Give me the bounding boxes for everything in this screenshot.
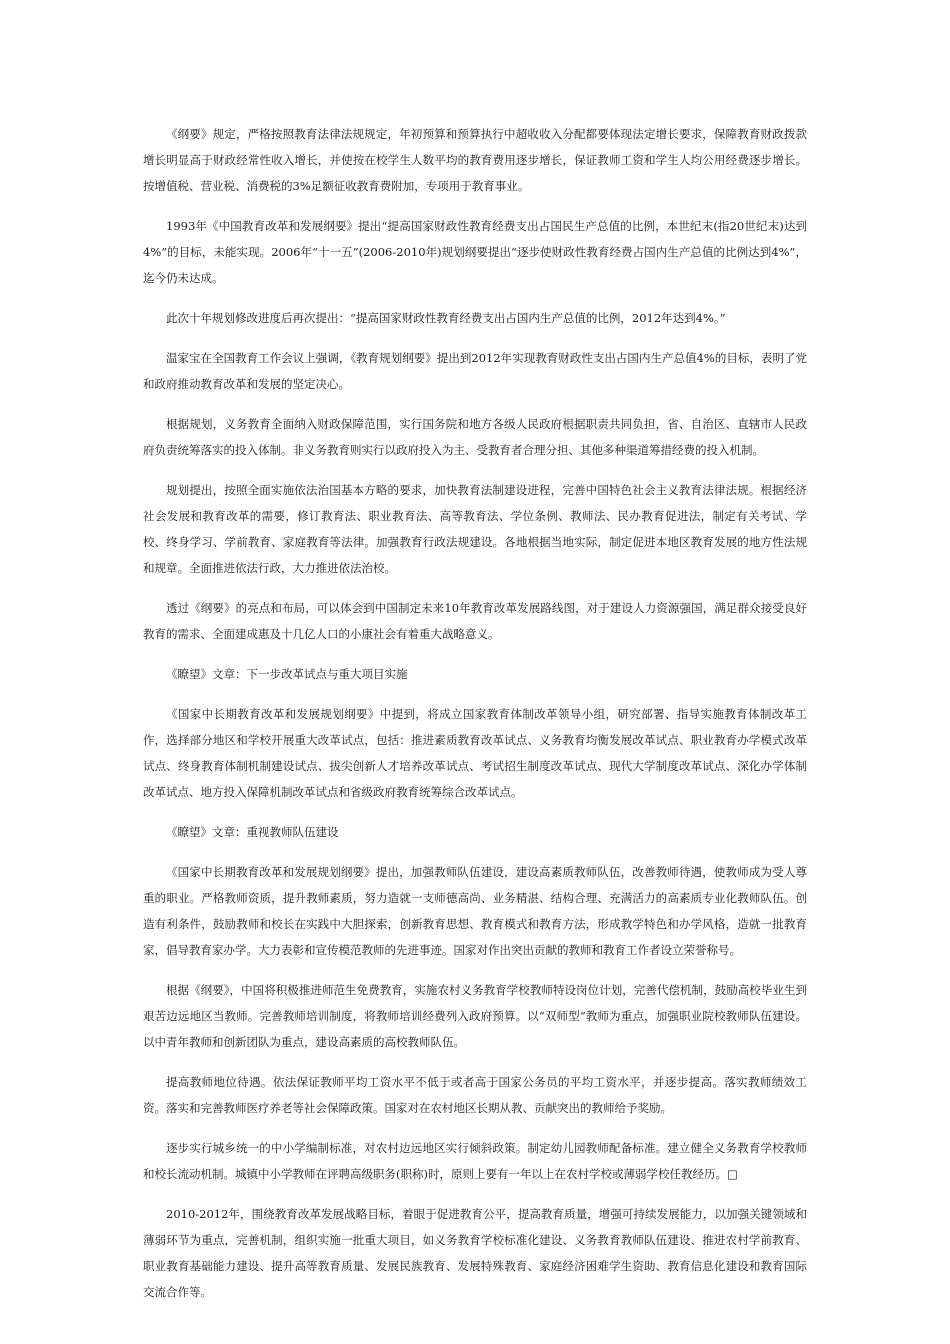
paragraph-4-percent-target: 此次十年规划修改进度后再次提出：“提高国家财政性教育经费支出占国内生产总值的比例，2012年达到4%。” bbox=[166, 311, 726, 325]
paragraph-1993-outline: 1993年《中国教育改革和发展纲要》提出“提高国家财政性教育经费支出占国民生产总值的比例，本世纪末(指20世纪末)达到4%”的目标，未能实现。2006年“十一五”(2006-2010年)规划纲要提出“逐步使财政性教育经费占国内生产总值的比例达到4%”，迄今仍未达成。 bbox=[143, 219, 807, 285]
paragraph-teacher-building: 《国家中长期教育改革和发展规划纲要》提出，加强教师队伍建设，建设高素质教师队伍，改善教师待遇，使教师成为受人尊重的职业。严格教师资质，提升教师素质，努力造就一支师德高尚、业务精湛、结构合理、充满活力的高素质专业化教师队伍。创造有利条件，鼓励教师和校长在实践中大胆探索，创新教育思想、教育模式和教育方法，形成教学特色和办学风格，造就一批教育家，倡导教育家办学。大力表彰和宣传模范教师的先进事迹。国家对作出突出贡献的教师和教育工作者设立荣誉称号。 bbox=[143, 865, 807, 957]
article-body bbox=[143, 121, 807, 1319]
paragraph-teacher-pay: 提高教师地位待遇。依法保证教师平均工资水平不低于或者高于国家公务员的平均工资水平，并逐步提高。落实教师绩效工资。落实和完善教师医疗养老等社会保障政策。国家对在农村地区长期从教、贡献突出的教师给予奖励。 bbox=[143, 1075, 807, 1115]
paragraph-teacher-education: 根据《纲要》，中国将积极推进师范生免费教育，实施农村义务教育学校教师特设岗位计划，完善代偿机制，鼓励高校毕业生到艰苦边远地区当教师。完善教师培训制度，将教师培训经费列入政府预算。以“双师型”教师为重点，加强职业院校教师队伍建设。以中青年教师和创新团队为重点，建设高素质的高校教师队伍。 bbox=[143, 983, 807, 1049]
section-heading-reform-pilots: 《瞭望》文章：下一步改革试点与重大项目实施 bbox=[166, 667, 408, 681]
paragraph-compulsory-education: 根据规划，义务教育全面纳入财政保障范围，实行国务院和地方各级人民政府根据职责共同负担，省、自治区、直辖市人民政府负责统筹落实的投入体制。非义务教育则实行以政府投入为主、受教育者合理分担、其他多种渠道筹措经费的投入机制。 bbox=[143, 417, 807, 457]
paragraph-highlights: 透过《纲要》的亮点和布局，可以体会到中国制定未来10年教育改革发展路线图，对于建设人力资源强国，满足群众接受良好教育的需求、全面建成惠及十几亿人口的小康社会有着重大战略意义。 bbox=[143, 601, 807, 641]
paragraph-education-law: 规划提出，按照全面实施依法治国基本方略的要求，加快教育法制建设进程，完善中国特色社会主义教育法律法规。根据经济社会发展和教育改革的需要，修订教育法、职业教育法、高等教育法、学位条例、教师法、民办教育促进法，制定有关考试、学校、终身学习、学前教育、家庭教育等法律。加强教育行政法规建设。各地根据当地实际，制定促进本地区教育发展的地方性法规和规章。全面推进依法行政，大力推进依法治校。 bbox=[143, 483, 807, 575]
paragraph-funding-rules: 《纲要》规定，严格按照教育法律法规规定，年初预算和预算执行中超收收入分配都要体现法定增长要求，保障教育财政拨款增长明显高于财政经常性收入增长，并使按在校学生人数平均的教育费用逐步增长，保证教师工资和学生人均公用经费逐步增长。按增值税、营业税、消费税的3%足额征收教育费附加，专项用于教育事业。 bbox=[143, 127, 807, 193]
paragraph-wen-jiabao: 温家宝在全国教育工作会议上强调，《教育规划纲要》提出到2012年实现教育财政性支出占国内生产总值4%的目标，表明了党和政府推动教育改革和发展的坚定决心。 bbox=[143, 351, 807, 391]
paragraph-major-projects: 2010-2012年，围绕教育改革发展战略目标，着眼于促进教育公平，提高教育质量，增强可持续发展能力，以加强关键领域和薄弱环节为重点，完善机制，组织实施一批重大项目，如义务教育学校标准化建设、义务教育教师队伍建设、推进农村学前教育、职业教育基础能力建设、提升高等教育质量、发展民族教育、发展特殊教育、家庭经济困难学生资助、教育信息化建设和教育国际交流合作等。 bbox=[143, 1207, 807, 1299]
paragraph-staffing-standards: 逐步实行城乡统一的中小学编制标准，对农村边远地区实行倾斜政策。制定幼儿园教师配备标准。建立健全义务教育学校教师和校长流动机制。城镇中小学教师在评聘高级职务(职称)时，原则上要有一年以上在农村学校或薄弱学校任教经历。□ bbox=[143, 1141, 807, 1181]
section-heading-teachers: 《瞭望》文章：重视教师队伍建设 bbox=[166, 825, 339, 839]
paragraph-reform-pilots: 《国家中长期教育改革和发展规划纲要》中提到，将成立国家教育体制改革领导小组，研究部署、指导实施教育体制改革工作，选择部分地区和学校开展重大改革试点，包括：推进素质教育改革试点、义务教育均衡发展改革试点、职业教育办学模式改革试点、终身教育体制机制建设试点、拔尖创新人才培养改革试点、考试招生制度改革试点、现代大学制度改革试点、深化办学体制改革试点、地方投入保障机制改革试点和省级政府教育统筹综合改革试点。 bbox=[143, 707, 807, 799]
